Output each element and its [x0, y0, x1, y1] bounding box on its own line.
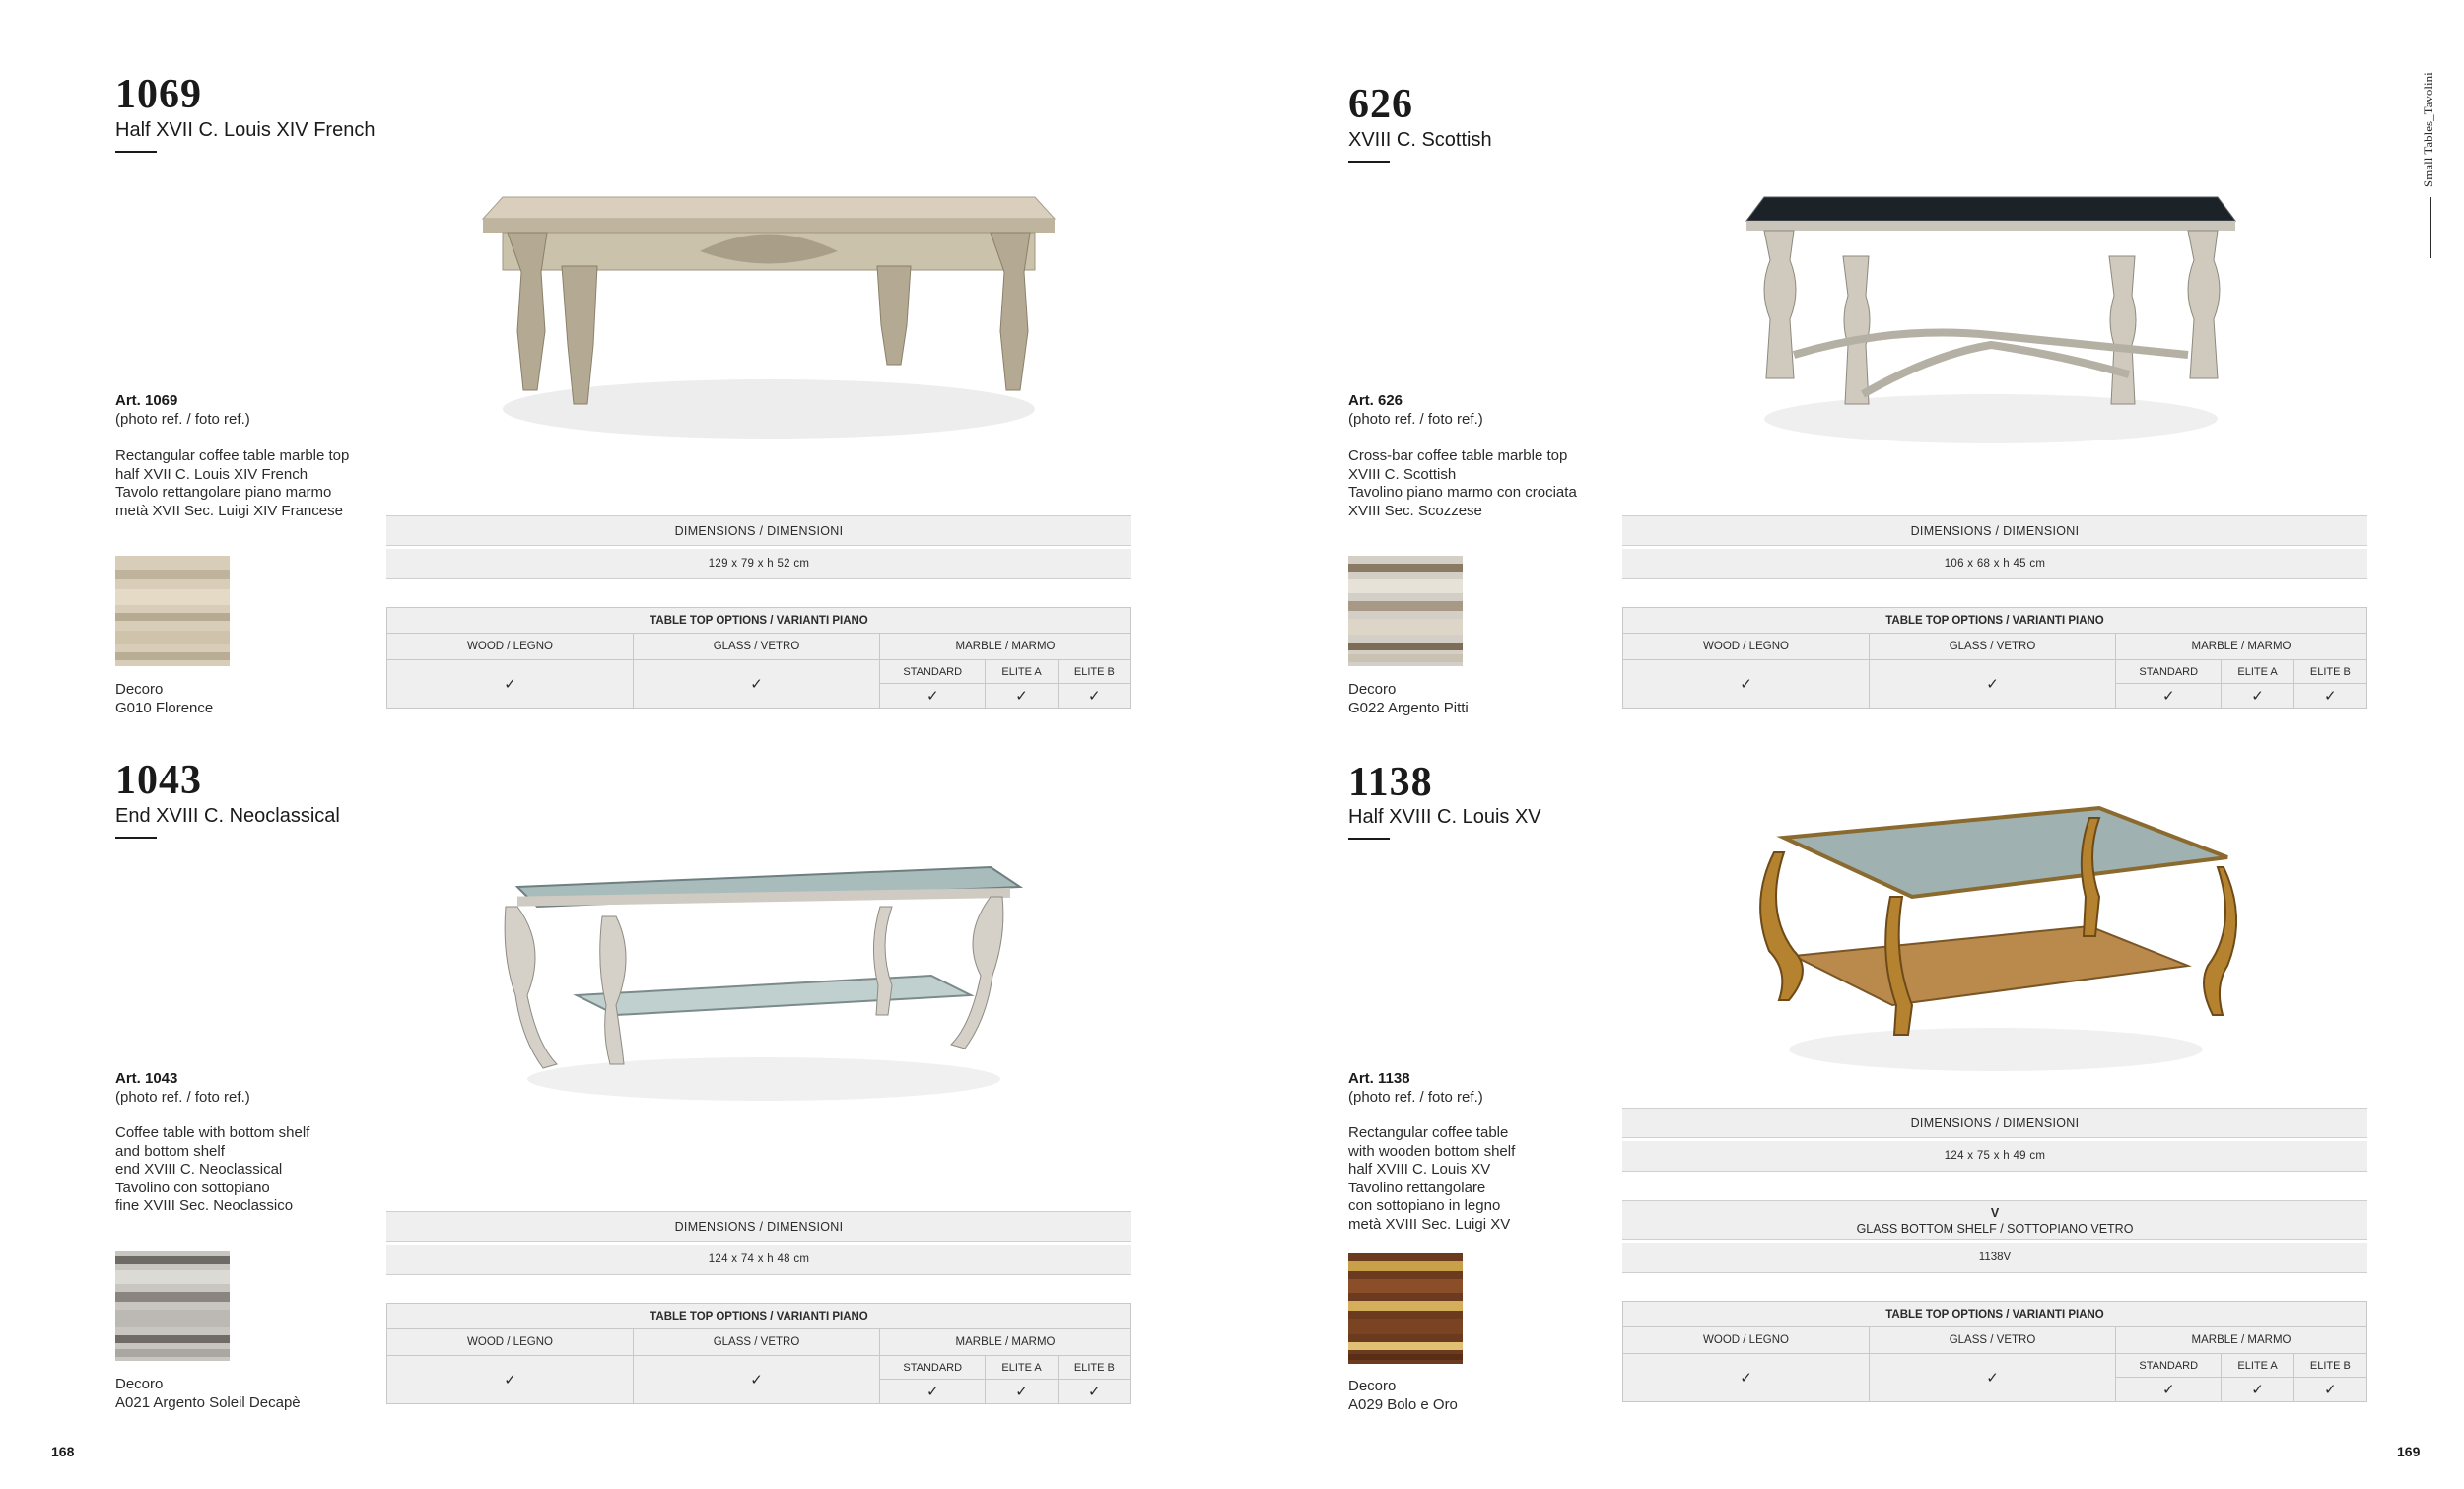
option-elite-a-check: ✓ [2222, 1378, 2293, 1402]
article-code: Art. 1069 [115, 392, 178, 409]
option-elite-b-header: ELITE B [2293, 1354, 2366, 1378]
glass-shelf-variant [1622, 1200, 2367, 1273]
option-elite-a-header: ELITE A [2222, 660, 2293, 684]
dimensions-value: 124 x 74 x h 48 cm [386, 1245, 1131, 1275]
option-wood-check: ✓ [1623, 660, 1870, 709]
product-image [1735, 177, 2247, 463]
photo-reference: (photo ref. / foto ref.) [1348, 411, 1483, 428]
options-title: TABLE TOP OPTIONS / VARIANTI PIANO [1623, 1302, 2367, 1327]
option-standard-check: ✓ [2116, 1378, 2222, 1402]
table-top-options [1622, 1301, 2367, 1402]
table-top-options [1622, 607, 2367, 709]
product-number: 626 [1348, 82, 1413, 127]
option-wood-check: ✓ [1623, 1354, 1870, 1402]
option-marble-header: MARBLE / MARMO [2116, 634, 2367, 660]
option-glass-header: GLASS / VETRO [1870, 634, 2116, 660]
option-glass-check: ✓ [1870, 1354, 2116, 1402]
option-standard-check: ✓ [880, 684, 986, 709]
glass-variant-value: 1138V [1622, 1243, 2367, 1273]
dimensions-box [1622, 1108, 2367, 1172]
dimensions-label: DIMENSIONS / DIMENSIONI [386, 1211, 1131, 1242]
option-elite-a-check: ✓ [986, 684, 1058, 709]
option-elite-a-header: ELITE A [2222, 1354, 2293, 1378]
product-image [473, 158, 1064, 463]
dimensions-label: DIMENSIONS / DIMENSIONI [1622, 1108, 2367, 1138]
option-glass-header: GLASS / VETRO [634, 634, 880, 660]
title-underline [1348, 161, 1390, 163]
option-standard-header: STANDARD [2116, 1354, 2222, 1378]
option-elite-a-check: ✓ [2222, 684, 2293, 709]
table-top-options [386, 607, 1131, 709]
dimensions-box [386, 1211, 1131, 1275]
article-code: Art. 1043 [115, 1070, 178, 1087]
option-standard-header: STANDARD [2116, 660, 2222, 684]
decor-swatch [115, 1251, 230, 1361]
page-number-right: 169 [2397, 1444, 2421, 1459]
product-number: 1138 [1348, 760, 1433, 805]
option-standard-header: STANDARD [880, 660, 986, 684]
option-wood-header: WOOD / LEGNO [1623, 1327, 1870, 1354]
dimensions-box [1622, 515, 2367, 579]
product-description: Rectangular coffee table marble top half XVII C. Louis XIV French Tavolo rettangolare piano marmo metà XVII Sec. Luigi XIV Francese [115, 447, 350, 519]
dimensions-box [386, 515, 1131, 579]
photo-reference: (photo ref. / foto ref.) [1348, 1089, 1483, 1106]
option-wood-check: ✓ [387, 1356, 634, 1404]
option-wood-header: WOOD / LEGNO [387, 1329, 634, 1356]
option-wood-check: ✓ [387, 660, 634, 709]
option-glass-check: ✓ [634, 660, 880, 709]
decor-info: Decoro G010 Florence [115, 681, 214, 716]
decor-info: Decoro G022 Argento Pitti [1348, 681, 1469, 716]
product-number: 1043 [115, 758, 202, 803]
glass-variant-label: V GLASS BOTTOM SHELF / SOTTOPIANO VETRO [1622, 1200, 2367, 1240]
title-underline [1348, 838, 1390, 840]
table-top-options [386, 1303, 1131, 1404]
option-elite-b-header: ELITE B [2293, 660, 2366, 684]
option-standard-check: ✓ [2116, 684, 2222, 709]
product-style: End XVIII C. Neoclassical [115, 805, 340, 827]
option-glass-header: GLASS / VETRO [634, 1329, 880, 1356]
product-number: 1069 [115, 72, 202, 117]
page-number-left: 168 [51, 1444, 75, 1459]
option-glass-header: GLASS / VETRO [1870, 1327, 2116, 1354]
decor-swatch [1348, 1253, 1463, 1364]
option-elite-b-check: ✓ [2293, 684, 2366, 709]
product-description: Rectangular coffee table with wooden bottom shelf half XVIII C. Louis XV Tavolino rettangolare con sottopiano in legno metà XVIII Sec. Luigi XV [1348, 1124, 1516, 1233]
option-wood-header: WOOD / LEGNO [387, 634, 634, 660]
decor-swatch [1348, 556, 1463, 666]
option-elite-a-header: ELITE A [986, 1356, 1058, 1380]
title-underline [115, 151, 157, 153]
option-standard-check: ✓ [880, 1380, 986, 1404]
option-glass-check: ✓ [1870, 660, 2116, 709]
option-elite-b-check: ✓ [2293, 1378, 2366, 1402]
options-title: TABLE TOP OPTIONS / VARIANTI PIANO [387, 1304, 1131, 1329]
option-marble-header: MARBLE / MARMO [880, 1329, 1131, 1356]
option-elite-b-header: ELITE B [1058, 1356, 1130, 1380]
title-underline [115, 837, 157, 839]
option-elite-a-header: ELITE A [986, 660, 1058, 684]
option-standard-header: STANDARD [880, 1356, 986, 1380]
option-elite-a-check: ✓ [986, 1380, 1058, 1404]
product-style: Half XVIII C. Louis XV [1348, 806, 1541, 828]
options-title: TABLE TOP OPTIONS / VARIANTI PIANO [387, 608, 1131, 634]
article-code: Art. 626 [1348, 392, 1403, 409]
decor-swatch [115, 556, 230, 666]
decor-info: Decoro A029 Bolo e Oro [1348, 1378, 1458, 1413]
product-style: Half XVII C. Louis XIV French [115, 119, 376, 141]
dimensions-value: 129 x 79 x h 52 cm [386, 549, 1131, 579]
option-elite-b-check: ✓ [1058, 684, 1130, 709]
option-glass-check: ✓ [634, 1356, 880, 1404]
option-marble-header: MARBLE / MARMO [2116, 1327, 2367, 1354]
dimensions-label: DIMENSIONS / DIMENSIONI [1622, 515, 2367, 546]
option-elite-b-header: ELITE B [1058, 660, 1130, 684]
section-side-label: Small Tables_Tavolini [2421, 72, 2435, 187]
product-description: Coffee table with bottom shelf and bottom shelf end XVIII C. Neoclassical Tavolino con sottopiano fine XVIII Sec. Neoclassico [115, 1124, 310, 1214]
photo-reference: (photo ref. / foto ref.) [115, 411, 250, 428]
option-elite-b-check: ✓ [1058, 1380, 1130, 1404]
article-code: Art. 1138 [1348, 1070, 1410, 1087]
dimensions-value: 106 x 68 x h 45 cm [1622, 549, 2367, 579]
product-description: Cross-bar coffee table marble top XVIII C. Scottish Tavolino piano marmo con crociata XVIII Sec. Scozzese [1348, 447, 1577, 519]
decor-info: Decoro A021 Argento Soleil Decapè [115, 1376, 301, 1411]
option-marble-header: MARBLE / MARMO [880, 634, 1131, 660]
product-image [1754, 798, 2237, 1084]
product-style: XVIII C. Scottish [1348, 129, 1492, 151]
side-divider [2430, 197, 2431, 258]
product-image [498, 857, 1030, 1123]
dimensions-label: DIMENSIONS / DIMENSIONI [386, 515, 1131, 546]
dimensions-value: 124 x 75 x h 49 cm [1622, 1141, 2367, 1172]
photo-reference: (photo ref. / foto ref.) [115, 1089, 250, 1106]
option-wood-header: WOOD / LEGNO [1623, 634, 1870, 660]
options-title: TABLE TOP OPTIONS / VARIANTI PIANO [1623, 608, 2367, 634]
